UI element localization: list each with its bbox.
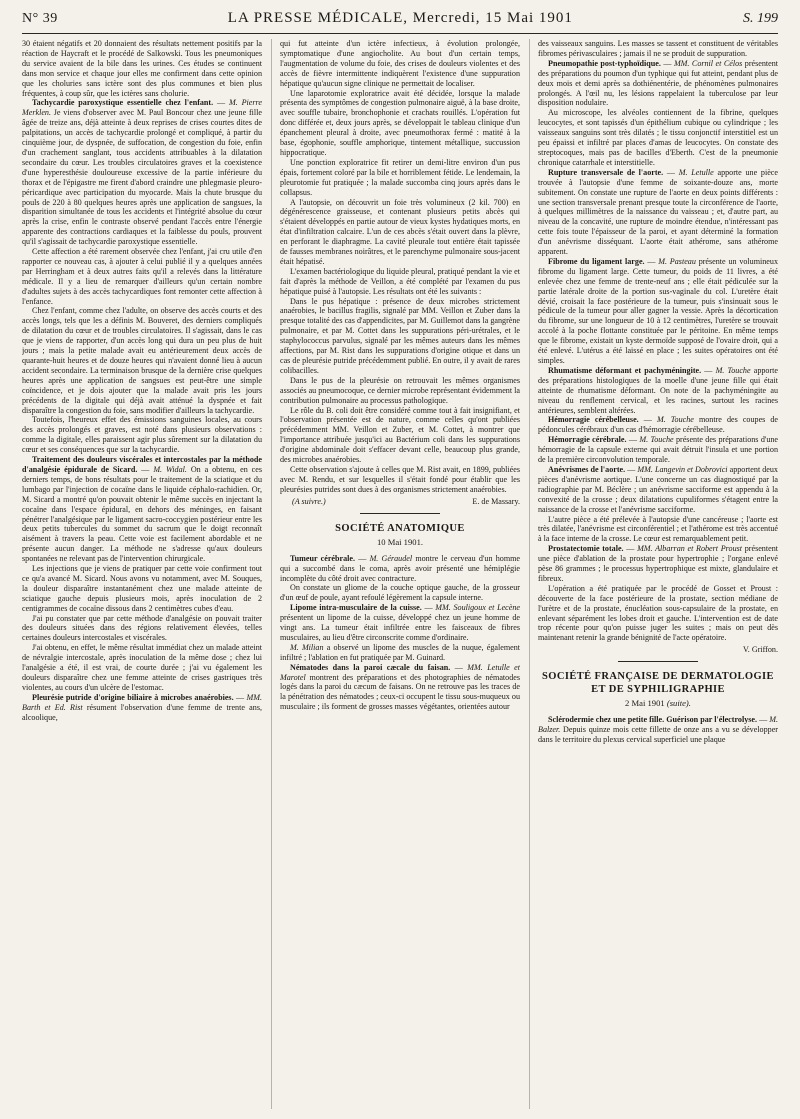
paragraph: qui fut atteinte d'un ictère infectieux, à évolution prolongée, symptomatique d'une angiocholite. Au bout d'un certain temps, l'augmentation de volume du foie, des crises de douleurs violentes et des accès de fièvre intermittente indiquèrent l'existence d'une suppuration hépatique qu'aucun signe clinique ne permettait de localiser. (280, 39, 520, 88)
article-author: MM. Cornil et Célos (673, 58, 743, 68)
article-author: M. Letulle (678, 167, 714, 177)
article-text: résument l'observation d'une femme de trente ans, alcoolique, (22, 702, 262, 722)
column-left (22, 39, 262, 1109)
article-title: Fibrome du ligament large. (548, 256, 645, 266)
paragraph: L'opération a été pratiquée par le procédé de Gosset et Proust : découverte de la face postérieure de la prostate, section médiane de l'urètre et de la prostate, énucléation sous-capsulaire de la prostate, en enlevant séparément les lobes droit et gauche. L'intervention est de date trop récente pour qu'on puisse juger les suites ; mais on peut dès maintenant retenir la grande bénignité de l'acte opératoire. (538, 583, 778, 643)
column-middle (271, 39, 520, 1109)
article-title: Rhumatisme déformant et pachyméningite. (548, 365, 702, 375)
paragraph: Au microscope, les alvéoles contiennent de la fibrine, quelques leucocytes, et sont tapissés d'un épithélium cubique ou cylindrique ; les vaisseaux sanguins sont très dilatés ; le tissu conjonctif interstitiel est un peu épaissi et infiltré par places d'amas de leucocytes. On constate des streptocoques, mais pas de bacilles d'Eberth. C'est de la pneumonie chronique catarrhale et interstitielle. (538, 108, 778, 167)
signature-line (280, 497, 520, 507)
article-title: Prostatectomie totale. (548, 544, 624, 554)
article-author: M. Widal. (153, 464, 187, 474)
society-date: 10 Mai 1901. (376, 536, 424, 547)
article-text: montrent des préparations et des photographies de nématodes logés dans la paroi du cæcum de faisans. On ne retrouve pas les traces de la pénétration des nématodes ; ceux-ci occupent le tissu sous-muqueux ou musculaire ; ils forment de grosses masses végétantes, orientées autour (280, 672, 520, 712)
article-title: Hémorragie cérébelleuse. (548, 415, 639, 425)
article-author: M. Milian (290, 642, 324, 652)
article-title: Lipome intra-musculaire de la cuisse. (290, 603, 422, 613)
article-author: M. Balzer. (538, 715, 778, 735)
article-text: présentent une pièce d'ablation de la prostate pour hypertrophie ; l'organe enlevé pèse 86 grammes ; le processus hypertrophique est mixte, glandulaire et fibreux. (538, 544, 778, 583)
paragraph: Dans le pus hépatique : présence de deux microbes strictement anaérobies, le bacillus fragilis, signalé par MM. Veillon et Zuber dans la presque totalité des cas d'appendicites, par M. Guillemot dans la gangrène pulmonaire, et par M. Cottet dans les suppurations péri-urétrales, et le staphylococcus parvulus, signalé par les mêmes auteurs dans les mêmes affections, par M. Rist dans les suppurations d'origine otique et dans un cas de pleurésie putride précédemment publié. En outre, il y avait de rares colibacilles. (280, 296, 520, 375)
paragraph: A l'autopsie, on découvrit un foie très volumineux (2 kil. 700) en dégénérescence graisseuse, et contenant plusieurs petits abcès qui s'étaient développés en partie autour de vieux kystes hydatiques morts, en état d'infiltration calcaire. L'un de ces abcès s'était ouvert dans la plèvre, en perforant le diaphragme. La cavité pleurale tout entière était tapissée de fausses membranes noirâtres, et le parenchyme pulmonaire sous-jacent était hépatisé. (280, 197, 520, 266)
article-author: M. Géraudel (369, 553, 413, 563)
article-title: Traitement des douleurs viscérales et intercostales par la méthode d'analgésie épidurale de Sicard. (22, 455, 262, 474)
article-text: présentent des préparations du poumon d'un typhique qui fut atteint, pendant plus de deux mois et demi après sa dothiénentérie, de phénomènes pulmonaires prolongés. A l'œil nu, les lésions rappelaient la tuberculose par leur disposition nodulaire. (538, 58, 778, 108)
journal-title: LA PRESSE MÉDICALE, Mercredi, 15 Mai 1901 (227, 10, 573, 26)
article-title: Pleurésie putride d'origine biliaire à microbes anaérobies. (32, 692, 234, 702)
paragraph: J'ai obtenu, en effet, le même résultat immédiat chez un malade atteint de névralgie intercostale, après inoculation de la même dose ; chez lui l'analgésie a été, il est vrai, de courte durée ; j'ai vu également les douleurs disparaître chez une femme atteinte de crises gastriques très violentes, au cours d'un ulcère de l'estomac. (22, 643, 262, 692)
article-prostatectomie: Prostatectomie totale. — MM. Albarran et Robert Proust présentent une pièce d'ablation de la prostate pour hypertrophie ; l'organe enlevé pèse 86 grammes ; le processus hypertrophique est mixte, glandulaire et fibreux. (538, 544, 778, 583)
author-signature: V. Griffon. (743, 645, 778, 655)
paragraph: 30 étaient négatifs et 20 donnaient des résultats nettement positifs par la réaction de Haycraft et le procédé de Salkowski. Tous les pneumoniques du service avaient de la bile dans les urines. Ces études se continuent dans mon service et chaque jour elles me confirment dans cette opinion que les choluries sans ictère sont des plus communes et bien plus fréquentes, à coup sûr, que les ictères sans cholurie. (22, 39, 262, 98)
page-number: S. 199 (743, 11, 778, 26)
article-author: M. Touche (656, 415, 694, 425)
article-hemorragie-cerebrale: Hémorragie cérébrale. — M. Touche présente des préparations d'une hémorragie de la capsule externe qui avait détruit l'insula et une portion de la première circonvolution temporale. (538, 435, 778, 465)
article-text: apporte des préparations histologiques de la moelle d'une jeune fille qui était atteinte de rhumatisme déformant. On note de la pachyméningite au niveau du renflement cervical, et les racines, surtout les racines antérieures, semblent altérées. (538, 365, 778, 415)
article-author: MM. Souligoux et Lecène (435, 603, 520, 613)
article-text: On a obtenu, en ces derniers temps, de bons résultats pour le traitement de la sciatique et du lumbago par l'injection de cocaïne dans le liquide céphalo-rachidien. Or, M. Sicard a montré qu'on pouvait obtenir le même succès en injectant la cocaïne dans l'espace épidural, en dehors des méninges, en faisant pénétrer l'analgésique par le ligament sacro-coccygien postérieur entre les deux petits tubercules du sommet du sacrum que le doigt reconnaît aisément à travers la peau. Cette voie est facilement abordable et ne présente aucun danger. La méthode ne s'adresse qu'aux douleurs spontanées ne relevant pas de l'intervention chirurgicale. (22, 464, 262, 564)
article-text: Depuis quinze mois cette fillette de onze ans a vu se développer dans le territoire du plexus cervical superficiel une plaque (538, 725, 778, 745)
issue-number: N° 39 (22, 11, 58, 26)
article-text: montre le cerveau d'un homme qui a succombé dans le coma, après avoir présenté une hémiplégie incomplète du côté droit avec contracture. (280, 553, 520, 583)
society-title-line: SOCIÉTÉ FRANÇAISE DE DERMATOLOGIE (542, 671, 774, 683)
article-author: MM. Letulle et Marotel (280, 662, 520, 682)
article-text: a observé un lipome des muscles de la nuque, également infiltré ; l'ablation en fut pratiquée par M. Guinard. (280, 642, 520, 662)
paragraph: Chez l'enfant, comme chez l'adulte, on observe des accès courts et des accès longs, tels que les a définis M. Bouveret, des derniers compliqués de dilatation du cœur et de troubles circulatoires. Il s'agissait, dans le cas que je viens de rapporter, d'un accès long qui dura un peu plus de huit jours ; mais la petite malade avait eu antérieurement deux accès de quarante-huit heures et de douze heures qui n'avaient donné lieu à aucun accident secondaire. La terminaison brusque de la dernière crise quelques heures après une application de sangsues est peut-être une simple coïncidence, et je dois ajouter que la malade avait pris les jours précédents de la digitale qui déjà avait atténué la dyspnée et fait disparaître la congestion du foie, sans modifier d'ailleurs la tachycardie. (22, 306, 262, 415)
paragraph: Une ponction exploratrice fit retirer un demi-litre environ d'un pus épais, fortement coloré par la bile et horriblement fétide. Le lendemain, la pleurotomie fut pratiquée ; la malade succomba cinq jours après dans le collapsus. (280, 157, 520, 197)
article-anevrismes: Anévrismes de l'aorte. — MM. Langevin et Dobrovici apportent deux pièces d'anévrisme aortique. L'une concerne un cas diagnostiqué par la radiographie par M. Béclère ; un anévrisme sacciforme est appendu à la convexité de la crosse ; deux dilatations cupuliformes s'étagent entre la naissance de la crosse et l'anévrisme sacciforme. (538, 464, 778, 514)
article-title: Hémorragie cérébrale. (548, 435, 627, 445)
article-title: Anévrismes de l'aorte. (548, 464, 626, 474)
paragraph: L'examen bactériologique du liquide pleural, pratiqué pendant la vie et fait d'après la méthode de Veillon, a été complété par l'examen du pus hépatique puisé à l'autopsie. Les résultats ont été les suivants : (280, 266, 520, 296)
paragraph: Les injections que je viens de pratiquer par cette voie confirment tout ce qu'a avancé M. Sicard. Nous avons vu notamment, avec M. Souques, la douleur disparaître instantanément chez une malade atteinte de sciatique gauche depuis plusieurs mois, après inoculation de 2 centigrammes de cocaïne dissous dans 2 centimètres cubes d'eau. (22, 564, 262, 613)
article-title: Tachycardie paroxystique essentielle chez l'enfant. (32, 98, 214, 108)
article-author: M. Pasteau (658, 256, 696, 266)
article-text: présentent un lipome de la cuisse, développé chez un jeune homme de vingt ans. La tumeur était infiltrée entre les faisceaux de fibres musculaires, au lieu d'être circonscrite comme d'ordinaire. (280, 613, 520, 642)
paragraph: J'ai pu constater que par cette méthode d'analgésie on pouvait traiter des douleurs situées dans des régions relativement élevées, telles certaines douleurs intercostales et viscérales. (22, 613, 262, 643)
section-divider (360, 513, 440, 514)
paragraph (280, 643, 520, 663)
article-text: présente un volumineux fibrome du ligament large. Cette tumeur, du poids de 11 livres, a été enlevée chez une femme de trente-neuf ans ; elle était pédiculée sur la partie latérale droite de la portion sus-vaginale du col. L'uretère était dévié, croisait la face postérieure de la tumeur, puis s'insinuait sous le pédicule de la tumeur pour aller gagner la vessie. Après la décortication du fibrome, sur une longueur de 10 à 12 centimètres, l'uretère se trouvait accolé à la poche flottante constituée par le péritoine. En même temps que le fibrome, existait un kyste dermoïde supposé de l'ovaire droit, qui a été enlevé. L'utérus a été laissé en place ; les suites opératoires ont été simples. (538, 256, 778, 365)
society-date-suite: (suite). (666, 698, 691, 709)
paragraph: Dans le pus de la pleurésie on retrouvait les mêmes organismes associés au pneumocoque, ce dernier microbe représentant évidemment la contribution pulmonaire au processus pathologique. (280, 375, 520, 405)
article-author: MM. Barth et Ed. Rist (22, 692, 262, 712)
paragraph: On constate un gliome de la couche optique gauche, de la grosseur d'un œuf de poule, ayant refoulé légèrement la capsule interne. (280, 583, 520, 603)
article-pneumopathie: Pneumopathie post-typhoïdique. — MM. Cornil et Célos présentent des préparations du poumon d'un typhique qui fut atteint, pendant plus de deux mois et demi après sa dothiénentérie, de phénomènes pulmonaires prolongés. A l'œil nu, les lésions rappelaient la tuberculose par leur disposition nodulaire. (538, 58, 778, 108)
society-title (538, 670, 778, 696)
article-text: apportent deux pièces d'anévrisme aortique. L'une concerne un cas diagnostiqué par la radiographie par M. Béclère ; un anévrisme sacciforme est appendu à la convexité de la crosse ; deux dilatations cupuliformes s'étagent entre la naissance de la crosse et l'anévrisme sacciforme. (538, 464, 778, 514)
page-header (22, 10, 778, 34)
article-traitement: Traitement des douleurs viscérales et intercostales par la méthode d'analgésie épidurale de Sicard. — M. Widal. On a obtenu, en ces derniers temps, de bons résultats pour le traitement de la sciatique et du lumbago par l'injection de cocaïne dans le liquide céphalo-rachidien. Or, M. Sicard a montré qu'on pouvait obtenir le même succès en injectant la cocaïne dans l'espace épidural, en dehors des méninges, en faisant pénétrer l'analgésique par le ligament sacro-coccygien postérieur entre les deux petits tubercules du sommet du sacrum que le doigt reconnaît aisément à travers la peau. Cette voie est facilement abordable et ne présente aucun danger. La méthode ne s'adresse qu'aux douleurs spontanées ne relevant pas de l'intervention chirurgicale. (22, 455, 262, 564)
article-sclerodermie: Sclérodermie chez une petite fille. Guérison par l'électrolyse. — M. Balzer. Depuis quinze mois cette fillette de onze ans a vu se développer dans le territoire du plexus cervical superficiel une plaque (538, 715, 778, 745)
paragraph: Cette affection a été rarement observée chez l'enfant, j'ai cru utile d'en rapporter ce nouveau cas, à ajouter à celui publié il y a quelques années par Herringham et à deux autres faits qu'il a relevés dans la littérature médicale. Il y a lieu de remarquer d'ailleurs qu'un certain nombre d'adultes sujets à des accès tachycardiques font remonter cette affection à l'enfance. (22, 247, 262, 306)
paragraph: des vaisseaux sanguins. Les masses se tassent et constituent de véritables fibromes périvasculaires ; jamais il ne se produit de suppuration. (538, 39, 778, 58)
article-text: montre des coupes de pédoncules cérébraux d'un cas d'hémorragie cérébelleuse. (538, 415, 778, 435)
society-date (538, 698, 778, 709)
article-tachycardie: Tachycardie paroxystique essentielle chez l'enfant. — M. Pierre Merklen. Je viens d'observer avec M. Paul Boncour chez une jeune fille âgée de treize ans, déjà atteinte à deux reprises de crises courtes dites de palpitations, un accès de tachycardie prolongé et compliqué, à partir du cinquième jour, de dyspnée, de suffocation, de congestion du foie, enfin d'un crachement sanglant, tous accidents attribuables à la dilatation secondaire du cœur. Les troubles circulatoires graves et la coexistence d'une hyperesthésie douloureuse excessive de la partie inférieure du thorax et de l'épigastre me firent d'abord craindre une phlegmasie pleuro-péricardique avec participation du myocarde. Mais la chute brusque du pouls de 220 à 80 quelques heures après une application de sangsues, la disparition simultanée de tous les accidents et l'intégrité absolue du cœur après la crise, enfin le contraste observé pendant l'accès entre l'énergie apparente des contractions cardiaques et la faiblesse du pouls, prouvent qu'il s'agissait de tachycardie paroxystique essentielle. (22, 98, 262, 247)
paragraph: Cette observation s'ajoute à celles que M. Rist avait, en 1899, publiées avec M. Rendu, et sur lesquelles il s'était fondé pour établir que les pleurésies putrides sont dues à des organismes strictement anaérobies. (280, 464, 520, 494)
article-title: Nématodes dans la paroi cæcale du faisan. (290, 662, 451, 672)
society-title-line: ET DE SYPHILIGRAPHIE (591, 684, 725, 696)
author-signature: E. de Massary. (472, 496, 520, 506)
paragraph: Une laparotomie exploratrice avait été décidée, lorsque la malade présenta des symptômes de congestion pulmonaire aiguë, à la base droite, avec souffle tubaire, bronchophonie et crachats rouillés. L'opération fut donc différée et, deux jours après, se développait le tableau clinique d'un épanchement pleural à droite, avec pneumothorax fermé : matité à la base, égophonie, souffle amphorique, tintement métallique, succussion hippocratique. (280, 88, 520, 157)
text-columns (22, 39, 778, 1109)
to-be-continued: (A suivre.) (292, 496, 326, 506)
article-author: M. Touche (715, 365, 751, 375)
society-date-value: 2 Mai 1901 (625, 698, 665, 709)
article-text: apporte une pièce trouvée à l'autopsie d'une femme de soixante-douze ans, morte subitement. On constate une rupture de l'aorte en deux points différents : une section transversale prenant presque toute la circonférence de l'aorte, à quelques millimètres de la naissance du vaisseau ; et, d'autre part, au niveau de la concavité, une rupture de moindre étendue, n'intéressant pas cette fois toute l'épaisseur de la paroi, et ayant déterminé la formation d'un anévrisme disséquant. L'aorte était athérome, sans athérome apparent. (538, 167, 778, 257)
article-text: Je viens d'observer avec M. Paul Boncour chez une jeune fille âgée de treize ans, déjà atteinte à deux reprises de crises courtes dites de palpitations, un accès de tachycardie prolongé et compliqué, à partir du cinquième jour, de dyspnée, de suffocation, de congestion du foie, enfin d'un crachement sanglant, tous accidents attribuables à la dilatation secondaire du cœur. Les troubles circulatoires graves et la coexistence d'une hyperesthésie douloureuse excessive de la partie inférieure du thorax et de l'épigastre me firent d'abord craindre une phlegmasie pleuro-péricardique avec participation du myocarde. Mais la chute brusque du pouls de 220 à 80 quelques heures après une application de sangsues, la disparition simultanée de tous les accidents et l'intégrité absolue du cœur après la crise, enfin le contraste observé pendant l'accès entre l'énergie apparente des contractions cardiaques et la faiblesse du pouls, prouvent qu'il s'agissait de tachycardie paroxystique essentielle. (22, 108, 262, 247)
column-right (529, 39, 778, 1109)
article-rhumatisme: Rhumatisme déformant et pachyméningite. — M. Touche apporte des préparations histologiques de la moelle d'une jeune fille qui était atteinte de rhumatisme déformant. On note de la pachyméningite au niveau du renflement cervical, et les racines, surtout les racines antérieures, semblent altérées. (538, 365, 778, 415)
article-fibrome: Fibrome du ligament large. — M. Pasteau présente un volumineux fibrome du ligament large. Cette tumeur, du poids de 11 livres, a été enlevée chez une femme de trente-neuf ans ; elle était pédiculée sur la partie latérale droite de la portion sus-vaginale du col. L'uretère était dévié, croisait la face postérieure de la tumeur, puis s'insinuait sous le pédicule de la tumeur pour aller gagner la vessie. Après la décortication du fibrome, sur une longueur de 10 à 12 centimètres, l'uretère se trouvait accolé à la poche flottante constituée par le péritoine. En même temps que le fibrome, existait un kyste dermoïde supposé de l'ovaire droit, qui a été enlevé. L'utérus a été laissé en place ; les suites opératoires ont été simples. (538, 256, 778, 365)
article-author: MM. Langevin et Dobrovici (637, 464, 728, 474)
article-title: Rupture transversale de l'aorte. (548, 167, 664, 177)
article-rupture: Rupture transversale de l'aorte. — M. Letulle apporte une pièce trouvée à l'autopsie d'une femme de soixante-douze ans, morte subitement. On constate une rupture de l'aorte en deux points différents : une section transversale prenant presque toute la circonférence de l'aorte, à quelques millimètres de la naissance du vaisseau ; et, d'autre part, au niveau de la concavité, une rupture de moindre étendue, n'intéressant pas cette fois toute l'épaisseur de la paroi, et ayant déterminé la formation d'un anévrisme disséquant. L'aorte était athérome, sans athérome apparent. (538, 167, 778, 257)
article-author: M. Touche (639, 435, 674, 445)
paragraph: L'autre pièce a été prélevée à l'autopsie d'une cancéreuse ; l'aorte est très dilatée, l'anévrisme est circonférentiel ; et l'athérome est très accentué à la face interne de la crosse. Le cœur est remarquablement petit. (538, 514, 778, 544)
article-lipome: Lipome intra-musculaire de la cuisse. — MM. Souligoux et Lecène présentent un lipome de la cuisse, développé chez un jeune homme de vingt ans. La tumeur était infiltrée entre les faisceaux de fibres musculaires, au lieu d'être circonscrite comme d'ordinaire. (280, 603, 520, 642)
article-text: présente des préparations d'une hémorragie de la capsule externe qui avait détruit l'insula et une portion de la première circonvolution temporale. (538, 435, 778, 465)
article-pleuresie: Pleurésie putride d'origine biliaire à microbes anaérobies. — MM. Barth et Ed. Rist résument l'observation d'une femme de trente ans, alcoolique, (22, 692, 262, 722)
paragraph: Toutefois, l'heureux effet des émissions sanguines locales, au cours des accès prolongés et graves, est noté dans plusieurs observations : comme la digitale, elles paraissent agir plus sûrement sur la dilatation du cœur et ses conséquences que sur la tachycardie. (22, 415, 262, 455)
paragraph: Le rôle du B. coli doit être considéré comme tout à fait insignifiant, et l'observation présentée est de nature, comme celles qu'ont publiées précédemment MM. Veillon et Zuber, et M. Cottet, à montrer que l'importance attribuée jusqu'ici au Bactérium coli dans les suppurations d'origine abdominale doit s'effacer devant celle, beaucoup plus grande, des microbes anaérobies. (280, 405, 520, 465)
article-title: Sclérodermie chez une petite fille. Guérison par l'électrolyse. (548, 715, 758, 725)
article-hemorragie-cerebelleuse: Hémorragie cérébelleuse. — M. Touche montre des coupes de pédoncules cérébraux d'un cas d'hémorragie cérébelleuse. (538, 415, 778, 435)
article-nematodes: Nématodes dans la paroi cæcale du faisan. — MM. Letulle et Marotel montrent des préparations et des photographies de nématodes logés dans la paroi du cæcum de faisans. On ne retrouve pas les traces de la pénétration des nématodes ; ceux-ci occupent le tissu sous-muqueux ou musculaire ; ils forment de grosses masses végétantes, orientées autour (280, 662, 520, 712)
article-title: Pneumopathie post-typhoïdique. (548, 58, 661, 68)
article-author: MM. Albarran et Robert Proust (637, 544, 743, 554)
society-title: SOCIÉTÉ ANATOMIQUE (335, 522, 465, 534)
article-title: Tumeur cérébrale. (290, 553, 356, 563)
section-divider (618, 661, 698, 662)
article-author: M. Pierre Merklen. (22, 98, 262, 118)
article-tumeur: Tumeur cérébrale. — M. Géraudel montre le cerveau d'un homme qui a succombé dans le coma, après avoir présenté une hémiplégie incomplète du côté droit avec contracture. (280, 553, 520, 583)
